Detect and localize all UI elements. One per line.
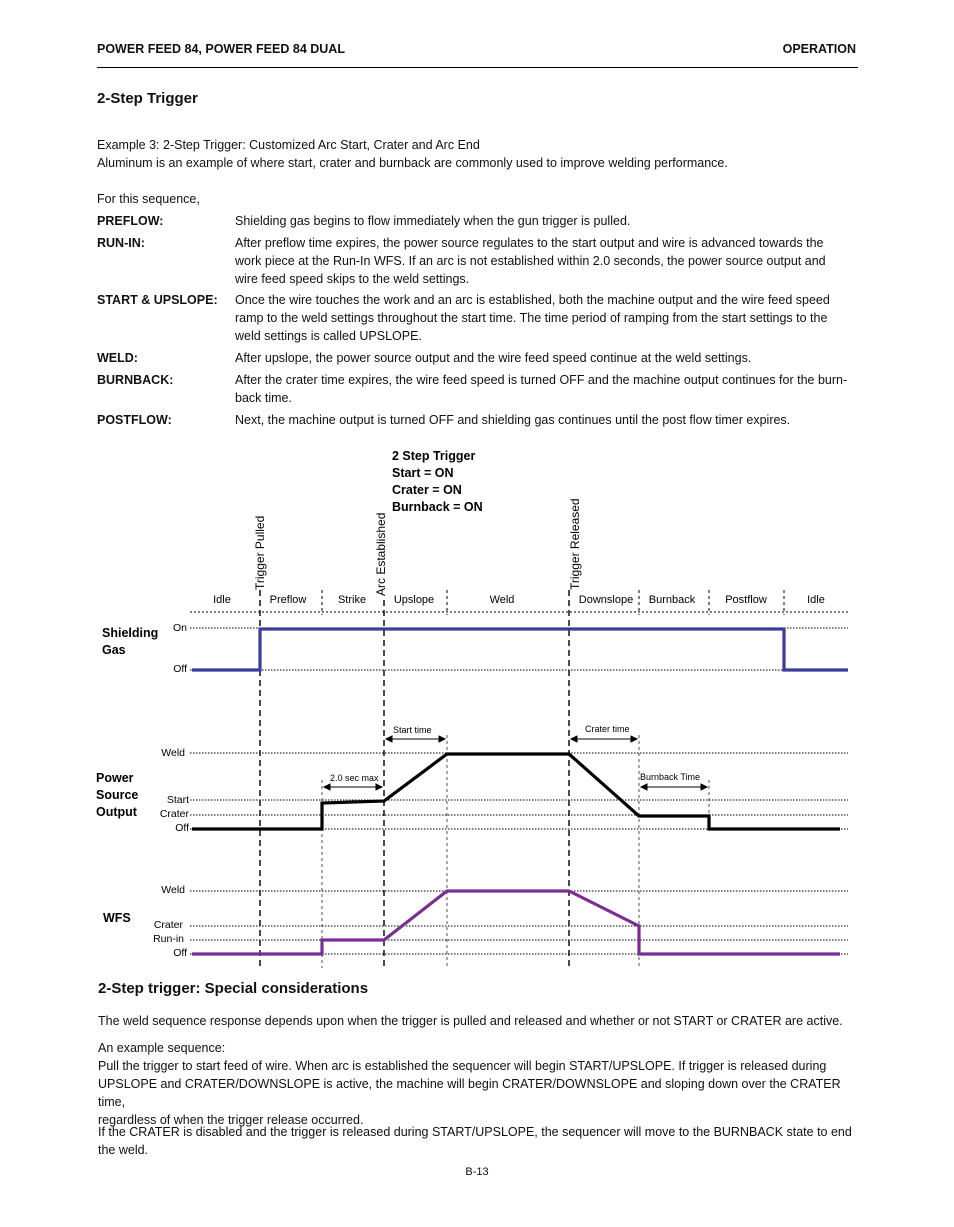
term-weld: WELD: <box>97 351 138 365</box>
wfs-crater-label: Crater <box>153 919 183 931</box>
max-arrow-right <box>376 784 382 790</box>
section-title-2-step-trigger: 2-Step Trigger <box>97 90 198 107</box>
wfs-weld-label: Weld <box>161 884 185 896</box>
intro-line-2: Aluminum is an example of where start, crater and burnback are commonly used to improve welding performance. <box>97 156 728 170</box>
power-start-label: Start <box>166 794 189 806</box>
header-section-name: OPERATION <box>782 42 856 56</box>
def-start-upslope: Once the wire touches the work and an arc is established, both the machine output and the wire feed speed ramp to the weld settings throughout the start time. The time period of ramping from the start settings to the weld settings is called UPSLOPE. <box>235 293 830 343</box>
gas-on-label: On <box>172 622 187 634</box>
timing-diagram <box>0 440 954 970</box>
gas-trace <box>192 629 848 670</box>
term-postflow: POSTFLOW: <box>97 413 172 427</box>
considerations-paragraph-1: The weld sequence response depends upon when the trigger is pulled and released and whether or not START or CRATER are active. <box>98 1014 843 1028</box>
phase-idle-end: Idle <box>807 594 825 606</box>
term-preflow: PREFLOW: <box>97 214 164 228</box>
power-label-line1: Power <box>96 771 134 785</box>
section-title-special-considerations: 2-Step trigger: Special considerations <box>98 980 369 997</box>
def-run-in: After preflow time expires, the power source regulates to the start output and wire is advanced towards the work piece at the Run-In WFS. If an arc is not established within 2.0 seconds, the power source output and wire feed speed skips to the weld settings. <box>235 236 826 286</box>
header-rule <box>97 67 858 68</box>
gas-off-label: Off <box>173 663 187 675</box>
wfs-label: WFS <box>103 911 131 925</box>
burnback-arrow-left <box>641 784 647 790</box>
annotation-start-time: Start time <box>393 725 432 735</box>
power-label-line2: Source <box>96 788 139 802</box>
phase-postflow: Postflow <box>725 594 767 606</box>
considerations-paragraph-3: If the CRATER is disabled and the trigger is released during START/UPSLOPE, the sequencer will move to the BURNBACK state to end the weld. <box>98 1125 852 1157</box>
start-time-arrow-right <box>439 736 445 742</box>
phase-preflow: Preflow <box>269 594 307 606</box>
gas-label-line1: Shielding <box>102 626 159 640</box>
event-arc-established: Arc Established <box>374 512 388 596</box>
annotation-2sec-max: 2.0 sec max <box>330 773 379 783</box>
phase-strike: Strike <box>337 594 367 606</box>
gas-label-line2: Gas <box>102 643 126 657</box>
phase-weld: Weld <box>489 594 515 606</box>
max-arrow-left <box>324 784 330 790</box>
def-weld: After upslope, the power source output and the wire feed speed continue at the weld settings. <box>235 351 752 365</box>
event-trigger-released: Trigger Released <box>568 498 582 590</box>
power-output-trace <box>192 754 840 829</box>
setting-burnback: Burnback = ON <box>392 500 483 514</box>
wfs-trace <box>192 891 840 954</box>
header-document-title: POWER FEED 84, POWER FEED 84 DUAL <box>97 42 345 56</box>
considerations-paragraph-2: An example sequence: Pull the trigger to start feed of wire. When arc is established the sequencer will begin START/UPSLOPE. If trigger is released during UPSLOPE and CRATER/DOWNSLOPE is active, the machine will begin CRATER/DOWNSLOPE and sloping down over the CRATER time, regardless of when the trigger release occurred. <box>98 1041 841 1127</box>
term-run-in: RUN-IN: <box>97 236 145 250</box>
power-weld-label: Weld <box>161 747 185 759</box>
def-preflow: Shielding gas begins to flow immediately when the gun trigger is pulled. <box>235 214 631 228</box>
burnback-arrow-right <box>701 784 707 790</box>
term-start-upslope: START & UPSLOPE: <box>97 293 218 307</box>
intro-line-1: Example 3: 2-Step Trigger: Customized Arc Start, Crater and Arc End <box>97 138 480 152</box>
setting-mode: 2 Step Trigger <box>392 449 476 463</box>
term-burnback: BURNBACK: <box>97 373 174 387</box>
crater-time-arrow-left <box>571 736 577 742</box>
phase-idle-start: Idle <box>213 594 231 606</box>
power-crater-label: Crater <box>159 808 189 820</box>
def-postflow: Next, the machine output is turned OFF and shielding gas continues until the post flow timer expires. <box>235 413 791 427</box>
crater-time-arrow-right <box>631 736 637 742</box>
power-label-line3: Output <box>96 805 137 819</box>
wfs-runin-label: Run-in <box>153 933 184 945</box>
phase-upslope: Upslope <box>393 594 435 606</box>
event-trigger-pulled: Trigger Pulled <box>253 515 267 590</box>
def-burnback: After the crater time expires, the wire feed speed is turned OFF and the machine output continues for the burn- back time. <box>235 373 848 405</box>
annotation-burnback-time: Burnback Time <box>640 772 701 782</box>
sequence-lead: For this sequence, <box>97 192 200 206</box>
wfs-off-label: Off <box>173 947 187 959</box>
annotation-crater-time: Crater time <box>585 724 630 734</box>
phase-burnback: Burnback <box>648 594 696 606</box>
setting-start: Start = ON <box>392 466 454 480</box>
power-off-label: Off <box>175 822 189 834</box>
page-number: B-13 <box>465 1166 489 1178</box>
phase-downslope: Downslope <box>578 594 634 606</box>
setting-crater: Crater = ON <box>392 483 462 497</box>
start-time-arrow-left <box>386 736 392 742</box>
